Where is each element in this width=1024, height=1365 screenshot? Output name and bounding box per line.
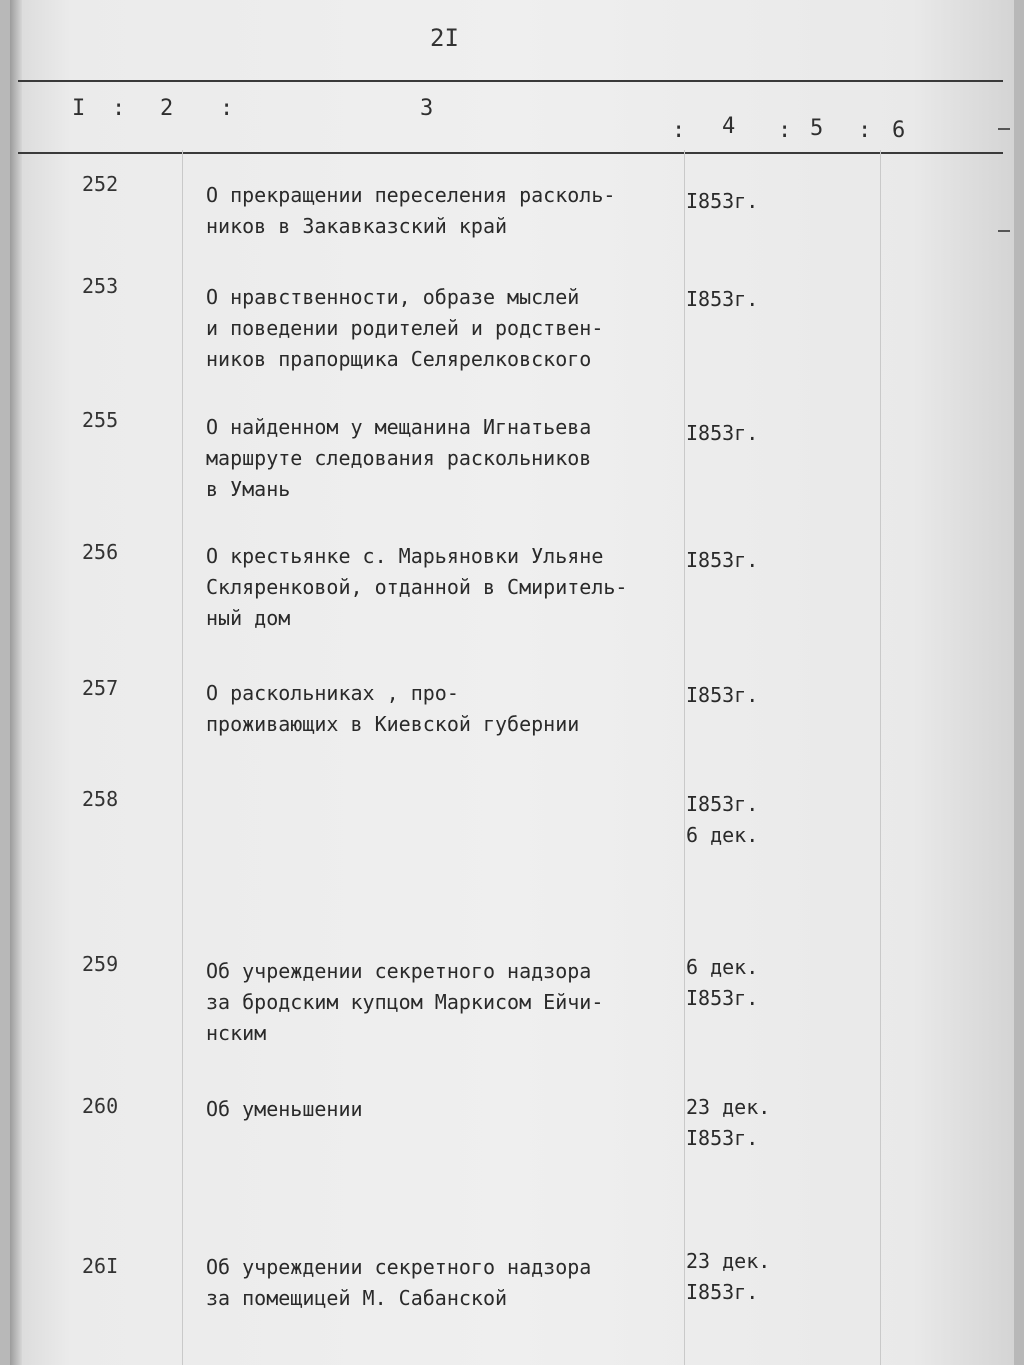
record-date: I853г. — [686, 548, 759, 572]
record-number: 259 — [82, 952, 119, 976]
page-edge-mark — [998, 128, 1010, 130]
record-title: Об уменьшении — [206, 1097, 363, 1121]
record-date: 6 дек. I853г. — [686, 955, 759, 1010]
header-top-rule — [18, 80, 1003, 82]
column-header-1: I — [72, 96, 86, 121]
header-bottom-rule — [18, 152, 1003, 154]
record-number: 260 — [82, 1094, 119, 1118]
column-header-separator: : — [112, 96, 126, 121]
record-title: О прекращении переселения расколь- ников в Закавказский край — [206, 183, 616, 238]
column-header-separator: : — [672, 118, 686, 143]
column-header-separator: : — [778, 118, 792, 143]
column-header-3: 3 — [420, 96, 434, 121]
record-title: Об учреждении секретного надзора за помещицей М. Сабанской — [206, 1255, 592, 1310]
record-date: I853г. — [686, 287, 759, 311]
column-divider — [182, 150, 183, 1365]
column-header-6: 6 — [892, 118, 906, 143]
record-date: I853г. — [686, 421, 759, 445]
document-page — [10, 0, 1014, 1365]
record-number: 258 — [82, 787, 119, 811]
column-header-2: 2 — [160, 96, 174, 121]
record-title: О найденном у мещанина Игнатьева маршруте следования раскольников в Умань — [206, 415, 592, 501]
record-date: I853г. 6 дек. — [686, 792, 759, 847]
record-date: 23 дек. I853г. — [686, 1249, 771, 1304]
record-number: 26I — [82, 1254, 119, 1278]
record-date: 23 дек. I853г. — [686, 1095, 771, 1150]
record-number: 257 — [82, 676, 119, 700]
record-number: 253 — [82, 274, 119, 298]
record-title: О нравственности, образе мыслей и поведении родителей и родствен- ников прапорщика Селярелковского — [206, 285, 604, 371]
page-number: 2I — [430, 24, 459, 52]
column-header-separator: : — [858, 118, 872, 143]
record-title: О раскольниках , про- проживающих в Киевской губернии — [206, 681, 580, 736]
page-edge-mark — [998, 230, 1010, 232]
column-header-5: 5 — [810, 116, 824, 141]
record-title: О крестьянке с. Марьяновки Ульяне Скляренковой, отданной в Смиритель- ный дом — [206, 544, 628, 630]
record-title: Об учреждении секретного надзора за бродским купцом Маркисом Ейчи- нским — [206, 959, 604, 1045]
column-divider — [880, 150, 881, 1365]
record-number: 255 — [82, 408, 119, 432]
record-date: I853г. — [686, 683, 759, 707]
column-header-separator: : — [220, 96, 234, 121]
record-number: 252 — [82, 172, 119, 196]
record-number: 256 — [82, 540, 119, 564]
column-header-4: 4 — [722, 114, 736, 139]
record-date: I853г. — [686, 189, 759, 213]
page-left-edge — [10, 0, 22, 1365]
